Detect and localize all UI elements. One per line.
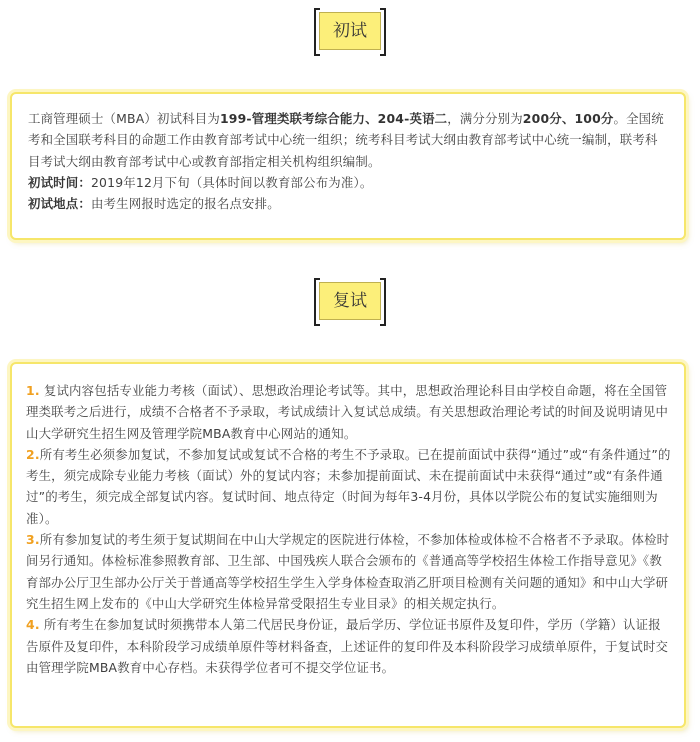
time-value: 2019年12月下旬（具体时间以教育部公布为准）。 xyxy=(90,174,373,190)
section-title-retest: 复试 xyxy=(319,282,381,320)
place-value: 由考生网报时选定的报名点安排。 xyxy=(90,196,280,212)
item-text: 所有参加复试的考生须于复试期间在中山大学规定的医院进行体检，不参加体检或体检不合格者不予录取。体检时间另行通知。体检标准参照教育部、卫生部、中国残疾人联合会颁布的《普通高等学校招生体检工作指导意见》《教育部办公厅卫生部办公厅关于普通高等学校招生学生入学身体检查取消乙肝项目检测有关问题的通知》和中山大学研究生招生网上发布的《中山大学研究生体检异常受限招生专业目录》的相关规定执行。 xyxy=(26,532,670,611)
item-number: 2. xyxy=(26,446,40,462)
item-number: 3. xyxy=(26,532,40,548)
text-span: ，满分分别为 xyxy=(447,111,523,126)
retest-item-3 xyxy=(26,529,672,614)
retest-item-2 xyxy=(26,444,672,529)
retest-item-4 xyxy=(26,614,672,678)
place-label: 初试地点： xyxy=(28,196,91,212)
preliminary-place xyxy=(28,193,670,214)
time-label: 初试时间： xyxy=(28,174,91,190)
preliminary-subjects-paragraph xyxy=(28,108,670,172)
item-text: 复试内容包括专业能力考核（面试）、思想政治理论考试等。其中，思想政治理论科目由学校自命题，将在全国管理类联考之后进行，成绩不合格者不予录取，考试成绩计入复试总成绩。有关思想政治理论考试的时间及说明请见中山大学研究生招生网及管理学院MBA教育中心网站的通知。 xyxy=(26,383,669,441)
preliminary-exam-box xyxy=(10,92,686,240)
retest-item-1 xyxy=(26,380,672,444)
item-text: 所有考生必须参加复试，不参加复试或复试不合格的考生不予录取。已在提前面试中获得“通过”或“有条件通过”的考生，须完成除专业能力考核（面试）外的复试内容；未参加提前面试、未在提前面试中未获得“通过”或“有条件通过”的考生，须完成全部复试内容。复试时间、地点待定（时间为每年3-4月份，具体以学院公布的复试实施细则为准）。 xyxy=(26,446,671,526)
item-number: 4. xyxy=(26,617,40,633)
subjects-bold: 199-管理类联考综合能力、204-英语二 xyxy=(219,111,448,126)
section-title-preliminary: 初试 xyxy=(319,12,381,50)
retest-box xyxy=(10,362,686,728)
scores-bold: 200分、100分 xyxy=(522,111,614,126)
text-span: 工商管理硕士（MBA）初试科目为 xyxy=(28,111,220,126)
preliminary-time xyxy=(28,172,670,193)
item-number: 1. xyxy=(26,383,40,398)
item-text: 所有考生在参加复试时须携带本人第二代居民身份证，最后学历、学位证书原件及复印件，学历（学籍）认证报告原件及复印件，本科阶段学习成绩单原件等材料备查，上述证件的复印件及本科阶段学习成绩单原件，于复试时交由管理学院MBA教育中心存档。未获得学位者可不提交学位证书。 xyxy=(26,617,669,675)
text-span: 。全国统考和全国联考科目的命题工作由教育部考试中心统一组织；统考科目考试大纲由教育部考试中心统一编制，联考科目考试大纲由教育部考试中心或教育部指定相关机构组织编制。 xyxy=(28,111,664,169)
